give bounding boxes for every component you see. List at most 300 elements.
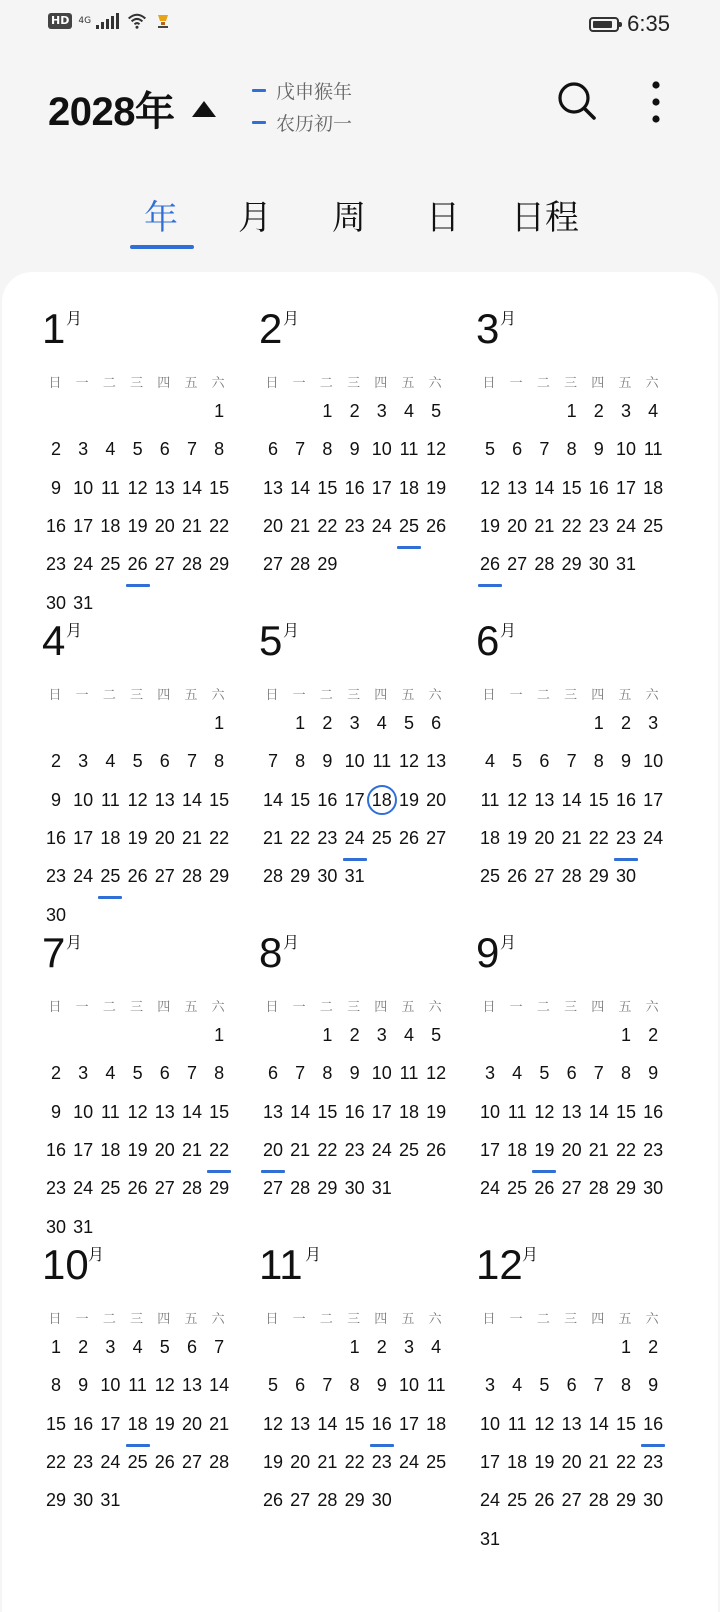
day-cell[interactable]: 31 xyxy=(73,1216,94,1237)
tab-day[interactable]: 日 xyxy=(426,198,460,238)
day-cell[interactable]: 19 xyxy=(479,515,501,536)
day-cell[interactable]: 22 xyxy=(317,1139,338,1160)
day-cell[interactable]: 12 xyxy=(127,477,148,498)
day-cell[interactable]: 31 xyxy=(100,1490,121,1511)
more-options-button[interactable] xyxy=(645,80,667,126)
day-cell[interactable]: 18 xyxy=(398,477,420,498)
day-cell[interactable]: 11 xyxy=(426,1375,446,1396)
day-cell[interactable]: 25 xyxy=(643,515,664,536)
day-cell[interactable]: 6 xyxy=(267,439,278,460)
month-block-8[interactable] xyxy=(259,922,455,1222)
day-cell[interactable]: 13 xyxy=(561,1413,582,1434)
day-cell[interactable]: 5 xyxy=(267,1375,278,1396)
day-cell[interactable]: 2 xyxy=(648,1337,659,1357)
day-cell[interactable]: 5 xyxy=(431,1025,442,1045)
day-cell[interactable]: 14 xyxy=(317,1413,338,1434)
day-cell[interactable]: 16 xyxy=(45,1139,67,1160)
day-cell[interactable]: 20 xyxy=(154,1139,175,1160)
day-cell[interactable]: 10 xyxy=(398,1375,420,1396)
day-cell[interactable]: 3 xyxy=(376,401,387,421)
day-cell[interactable]: 14 xyxy=(181,477,203,498)
tab-schedule[interactable]: 日程 xyxy=(511,198,579,238)
day-cell[interactable]: 26 xyxy=(476,550,504,578)
day-cell[interactable]: 4 xyxy=(105,439,116,460)
day-cell[interactable]: 9 xyxy=(648,1063,659,1084)
day-cell[interactable]: 3 xyxy=(620,401,631,421)
day-cell[interactable]: 12 xyxy=(426,439,447,460)
day-cell[interactable]: 23 xyxy=(45,554,67,575)
day-cell[interactable]: 14 xyxy=(181,1101,203,1122)
day-cell[interactable]: 30 xyxy=(45,1216,67,1237)
day-cell[interactable]: 4 xyxy=(648,401,659,421)
day-cell[interactable]: 21 xyxy=(181,827,203,848)
day-cell[interactable]: 7 xyxy=(214,1337,225,1357)
month-block-6[interactable] xyxy=(476,610,672,910)
day-cell[interactable]: 23 xyxy=(588,515,609,536)
day-cell[interactable]: 6 xyxy=(159,751,170,772)
day-cell[interactable]: 2 xyxy=(50,439,61,460)
day-cell[interactable]: 18 xyxy=(100,827,121,848)
day-cell[interactable]: 2 xyxy=(349,401,360,421)
day-cell[interactable]: 26 xyxy=(127,1178,148,1199)
day-cell[interactable]: 18 xyxy=(100,515,121,536)
day-cell[interactable]: 31 xyxy=(73,592,94,613)
day-cell[interactable]: 19 xyxy=(127,827,148,848)
day-cell[interactable]: 24 xyxy=(479,1490,501,1511)
day-cell[interactable]: 6 xyxy=(186,1337,197,1357)
day-cell[interactable]: 21 xyxy=(290,1139,311,1160)
day-cell[interactable]: 25 xyxy=(371,827,392,848)
month-block-10[interactable] xyxy=(42,1234,238,1534)
day-cell[interactable]: 2 xyxy=(648,1025,659,1045)
day-cell[interactable]: 12 xyxy=(479,477,501,498)
day-cell[interactable]: 8 xyxy=(295,751,306,772)
day-cell[interactable]: 15 xyxy=(45,1413,67,1434)
day-cell[interactable]: 28 xyxy=(181,1178,203,1199)
tab-year[interactable]: 年 xyxy=(144,198,178,238)
day-cell[interactable]: 23 xyxy=(371,1451,392,1472)
day-cell[interactable]: 24 xyxy=(643,827,664,848)
month-block-2[interactable] xyxy=(259,298,455,598)
day-cell[interactable]: 5 xyxy=(159,1337,170,1357)
tab-month[interactable]: 月 xyxy=(238,198,272,238)
day-cell[interactable]: 13 xyxy=(154,1101,175,1122)
day-cell[interactable]: 4 xyxy=(403,1025,414,1045)
search-button[interactable] xyxy=(556,80,598,122)
day-cell[interactable]: 28 xyxy=(588,1178,609,1199)
day-cell[interactable]: 1 xyxy=(566,401,577,421)
day-cell[interactable]: 1 xyxy=(322,401,333,421)
day-cell[interactable]: 26 xyxy=(398,827,420,848)
day-cell[interactable]: 8 xyxy=(214,751,225,772)
day-cell[interactable]: 15 xyxy=(209,477,230,498)
day-cell[interactable]: 17 xyxy=(371,477,392,498)
day-cell[interactable]: 5 xyxy=(539,1063,550,1084)
day-cell[interactable]: 22 xyxy=(588,827,609,848)
day-cell[interactable]: 15 xyxy=(209,789,230,810)
day-cell[interactable]: 12 xyxy=(127,789,148,810)
day-cell[interactable]: 29 xyxy=(615,1490,637,1511)
day-cell[interactable]: 5 xyxy=(512,751,523,772)
day-cell[interactable]: 28 xyxy=(209,1451,230,1472)
day-cell[interactable]: 28 xyxy=(561,866,582,887)
day-cell[interactable]: 15 xyxy=(615,1101,637,1122)
day-cell[interactable]: 11 xyxy=(399,439,419,460)
day-cell[interactable]: 21 xyxy=(290,515,311,536)
day-cell[interactable]: 11 xyxy=(507,1101,527,1122)
day-cell[interactable]: 27 xyxy=(262,1178,284,1199)
day-cell[interactable]: 9 xyxy=(593,439,604,460)
day-cell[interactable]: 12 xyxy=(398,751,420,772)
day-cell[interactable]: 25 xyxy=(100,1178,121,1199)
day-cell[interactable]: 12 xyxy=(534,1101,555,1122)
day-cell[interactable]: 5 xyxy=(484,439,495,460)
day-cell[interactable]: 22 xyxy=(344,1451,365,1472)
day-cell[interactable]: 6 xyxy=(159,1063,170,1084)
day-cell[interactable]: 26 xyxy=(534,1178,555,1199)
day-cell[interactable]: 18 xyxy=(426,1413,447,1434)
day-cell[interactable]: 10 xyxy=(615,439,637,460)
day-cell[interactable]: 10 xyxy=(73,1101,94,1122)
day-cell[interactable]: 25 xyxy=(507,1178,528,1199)
day-cell[interactable]: 23 xyxy=(45,1178,67,1199)
day-cell[interactable]: 4 xyxy=(512,1375,523,1396)
day-cell[interactable]: 15 xyxy=(344,1413,365,1434)
day-cell[interactable]: 17 xyxy=(615,477,637,498)
day-cell[interactable]: 24 xyxy=(341,824,369,852)
day-cell[interactable]: 2 xyxy=(50,1063,61,1084)
day-cell[interactable]: 14 xyxy=(588,1413,609,1434)
day-cell[interactable]: 2 xyxy=(376,1337,387,1357)
day-cell[interactable]: 28 xyxy=(262,866,284,887)
day-cell[interactable]: 3 xyxy=(484,1063,495,1084)
day-cell[interactable]: 27 xyxy=(154,866,175,887)
day-cell[interactable]: 8 xyxy=(322,439,333,460)
day-cell[interactable]: 29 xyxy=(290,866,311,887)
day-cell[interactable]: 1 xyxy=(593,713,604,733)
day-cell[interactable]: 24 xyxy=(100,1451,121,1472)
day-cell[interactable]: 1 xyxy=(322,1025,333,1045)
day-cell[interactable]: 9 xyxy=(50,1101,61,1122)
day-cell[interactable]: 31 xyxy=(371,1178,392,1199)
day-cell[interactable]: 8 xyxy=(322,1063,333,1084)
day-cell[interactable]: 5 xyxy=(132,1063,143,1084)
day-cell[interactable]: 30 xyxy=(344,1178,365,1199)
day-cell[interactable]: 19 xyxy=(127,1139,148,1160)
day-cell[interactable]: 29 xyxy=(561,554,582,575)
year-selector[interactable] xyxy=(48,80,216,137)
day-cell[interactable]: 16 xyxy=(639,1410,667,1438)
month-block-5[interactable] xyxy=(259,610,455,910)
day-cell[interactable]: 26 xyxy=(507,866,528,887)
day-cell[interactable]: 28 xyxy=(181,554,203,575)
day-cell[interactable]: 14 xyxy=(290,477,311,498)
day-cell[interactable]: 30 xyxy=(643,1178,664,1199)
day-cell[interactable]: 23 xyxy=(643,1451,664,1472)
day-cell[interactable]: 23 xyxy=(344,515,365,536)
day-cell[interactable]: 17 xyxy=(100,1413,121,1434)
day-cell[interactable]: 28 xyxy=(181,866,203,887)
day-cell[interactable]: 30 xyxy=(73,1490,94,1511)
day-cell[interactable]: 8 xyxy=(566,439,577,460)
day-cell[interactable]: 3 xyxy=(78,751,89,772)
day-cell[interactable]: 19 xyxy=(127,515,148,536)
day-cell[interactable]: 6 xyxy=(512,439,523,460)
day-cell[interactable]: 17 xyxy=(479,1451,501,1472)
day-cell[interactable]: 15 xyxy=(317,477,338,498)
day-cell[interactable]: 27 xyxy=(290,1490,311,1511)
day-cell[interactable]: 3 xyxy=(484,1375,495,1396)
day-cell[interactable]: 2 xyxy=(620,713,631,733)
day-cell[interactable]: 3 xyxy=(403,1337,414,1357)
day-cell[interactable]: 17 xyxy=(643,789,664,810)
day-cell[interactable]: 15 xyxy=(317,1101,338,1122)
month-block-11[interactable] xyxy=(259,1234,455,1534)
day-cell[interactable]: 19 xyxy=(534,1451,555,1472)
day-cell[interactable]: 7 xyxy=(267,751,278,772)
day-cell[interactable]: 19 xyxy=(262,1451,284,1472)
day-cell[interactable]: 22 xyxy=(209,515,230,536)
day-cell[interactable]: 20 xyxy=(534,827,555,848)
day-cell[interactable]: 26 xyxy=(534,1490,555,1511)
day-cell[interactable]: 23 xyxy=(643,1139,664,1160)
day-cell[interactable]: 30 xyxy=(615,866,637,887)
day-cell[interactable]: 15 xyxy=(290,789,311,810)
day-cell[interactable]: 16 xyxy=(45,827,67,848)
day-cell[interactable]: 24 xyxy=(73,1178,94,1199)
day-cell[interactable]: 16 xyxy=(588,477,609,498)
day-cell[interactable]: 29 xyxy=(615,1178,637,1199)
day-cell[interactable]: 19 xyxy=(154,1413,175,1434)
day-cell[interactable]: 25 xyxy=(395,512,423,540)
day-cell[interactable]: 4 xyxy=(484,751,495,772)
day-cell[interactable]: 19 xyxy=(530,1136,558,1164)
day-cell[interactable]: 26 xyxy=(426,1139,447,1160)
tab-week[interactable]: 周 xyxy=(332,198,366,238)
day-cell[interactable]: 10 xyxy=(73,477,94,498)
day-cell[interactable]: 24 xyxy=(371,1139,392,1160)
day-cell[interactable]: 14 xyxy=(209,1375,230,1396)
day-cell[interactable]: 6 xyxy=(566,1063,577,1084)
day-cell[interactable]: 9 xyxy=(50,477,61,498)
day-cell[interactable]: 16 xyxy=(344,477,365,498)
day-cell[interactable]: 7 xyxy=(593,1063,604,1084)
day-cell[interactable]: 15 xyxy=(588,789,609,810)
day-cell[interactable]: 18 xyxy=(643,477,664,498)
day-cell[interactable]: 18 xyxy=(100,1139,121,1160)
day-cell[interactable]: 28 xyxy=(588,1490,609,1511)
day-cell[interactable]: 22 xyxy=(205,1136,233,1164)
day-cell[interactable]: 30 xyxy=(45,592,67,613)
day-cell[interactable]: 30 xyxy=(643,1490,664,1511)
day-cell[interactable]: 24 xyxy=(371,515,392,536)
day-cell[interactable]: 30 xyxy=(588,554,609,575)
day-cell[interactable]: 27 xyxy=(561,1178,582,1199)
day-cell[interactable]: 5 xyxy=(132,439,143,460)
day-cell[interactable]: 18 xyxy=(398,1101,420,1122)
day-cell[interactable]: 9 xyxy=(376,1375,387,1396)
day-cell[interactable]: 26 xyxy=(426,515,447,536)
day-cell[interactable]: 25 xyxy=(507,1490,528,1511)
day-cell[interactable]: 11 xyxy=(128,1375,147,1396)
day-cell[interactable]: 21 xyxy=(588,1139,609,1160)
day-cell[interactable]: 15 xyxy=(209,1101,230,1122)
day-cell[interactable]: 17 xyxy=(398,1413,420,1434)
day-cell[interactable]: 16 xyxy=(643,1101,664,1122)
day-cell[interactable]: 24 xyxy=(479,1178,501,1199)
day-cell[interactable]: 11 xyxy=(372,751,392,772)
today-day-cell[interactable]: 18 xyxy=(367,785,397,815)
day-cell[interactable]: 3 xyxy=(648,713,659,733)
day-cell[interactable]: 15 xyxy=(615,1413,637,1434)
day-cell[interactable]: 18 xyxy=(479,827,501,848)
day-cell[interactable]: 23 xyxy=(317,827,338,848)
day-cell[interactable]: 7 xyxy=(295,439,306,460)
day-cell[interactable]: 12 xyxy=(262,1413,284,1434)
day-cell[interactable]: 12 xyxy=(426,1063,447,1084)
day-cell[interactable]: 4 xyxy=(105,1063,116,1084)
day-cell[interactable]: 2 xyxy=(593,401,604,421)
day-cell[interactable]: 8 xyxy=(349,1375,360,1396)
day-cell[interactable]: 8 xyxy=(620,1063,631,1084)
day-cell[interactable]: 22 xyxy=(209,827,230,848)
day-cell[interactable]: 29 xyxy=(45,1490,67,1511)
day-cell[interactable]: 21 xyxy=(534,515,555,536)
day-cell[interactable]: 3 xyxy=(78,1063,89,1084)
day-cell[interactable]: 10 xyxy=(100,1375,121,1396)
day-cell[interactable]: 11 xyxy=(399,1063,419,1084)
day-cell[interactable]: 22 xyxy=(45,1451,67,1472)
day-cell[interactable]: 13 xyxy=(534,789,555,810)
day-cell[interactable]: 1 xyxy=(214,713,225,733)
day-cell[interactable]: 11 xyxy=(101,1101,120,1122)
day-cell[interactable]: 12 xyxy=(127,1101,148,1122)
day-cell[interactable]: 17 xyxy=(73,515,94,536)
day-cell[interactable]: 19 xyxy=(507,827,528,848)
day-cell[interactable]: 13 xyxy=(181,1375,203,1396)
day-cell[interactable]: 28 xyxy=(290,1178,311,1199)
day-cell[interactable]: 17 xyxy=(371,1101,392,1122)
day-cell[interactable]: 10 xyxy=(371,1063,392,1084)
day-cell[interactable]: 29 xyxy=(209,866,230,887)
day-cell[interactable]: 20 xyxy=(181,1413,203,1434)
day-cell[interactable]: 3 xyxy=(349,713,360,733)
day-cell[interactable]: 26 xyxy=(262,1490,284,1511)
day-cell[interactable]: 25 xyxy=(479,866,501,887)
day-cell[interactable]: 11 xyxy=(480,789,500,810)
day-cell[interactable]: 7 xyxy=(322,1375,333,1396)
day-cell[interactable]: 1 xyxy=(295,713,306,733)
day-cell[interactable]: 21 xyxy=(561,827,582,848)
day-cell[interactable]: 16 xyxy=(615,789,637,810)
day-cell[interactable]: 1 xyxy=(214,401,225,421)
day-cell[interactable]: 13 xyxy=(290,1413,311,1434)
day-cell[interactable]: 22 xyxy=(615,1139,637,1160)
day-cell[interactable]: 30 xyxy=(371,1490,392,1511)
day-cell[interactable]: 10 xyxy=(73,789,94,810)
day-cell[interactable]: 15 xyxy=(561,477,582,498)
day-cell[interactable]: 29 xyxy=(344,1490,365,1511)
day-cell[interactable]: 12 xyxy=(154,1375,175,1396)
day-cell[interactable]: 28 xyxy=(317,1490,338,1511)
day-cell[interactable]: 17 xyxy=(73,827,94,848)
day-cell[interactable]: 8 xyxy=(50,1375,61,1396)
day-cell[interactable]: 26 xyxy=(124,550,152,578)
day-cell[interactable]: 8 xyxy=(214,439,225,460)
day-cell[interactable]: 9 xyxy=(50,789,61,810)
day-cell[interactable]: 18 xyxy=(507,1451,528,1472)
day-cell[interactable]: 21 xyxy=(262,827,284,848)
day-cell[interactable]: 1 xyxy=(50,1337,61,1357)
day-cell[interactable]: 27 xyxy=(534,866,555,887)
day-cell[interactable]: 1 xyxy=(620,1025,631,1045)
day-cell[interactable]: 21 xyxy=(588,1451,609,1472)
day-cell[interactable]: 20 xyxy=(154,827,175,848)
day-cell[interactable]: 9 xyxy=(349,1063,360,1084)
day-cell[interactable]: 8 xyxy=(214,1063,225,1084)
day-cell[interactable]: 18 xyxy=(124,1410,152,1438)
day-cell[interactable]: 20 xyxy=(154,515,175,536)
day-cell[interactable]: 18 xyxy=(507,1139,528,1160)
day-cell[interactable]: 22 xyxy=(615,1451,637,1472)
day-cell[interactable]: 20 xyxy=(561,1451,582,1472)
day-cell[interactable]: 4 xyxy=(431,1337,442,1357)
day-cell[interactable]: 6 xyxy=(431,713,442,733)
day-cell[interactable]: 8 xyxy=(620,1375,631,1396)
day-cell[interactable]: 21 xyxy=(209,1413,230,1434)
day-cell[interactable]: 10 xyxy=(371,439,392,460)
day-cell[interactable]: 22 xyxy=(290,827,311,848)
day-cell[interactable]: 13 xyxy=(154,477,175,498)
month-block-12[interactable] xyxy=(476,1234,672,1549)
day-cell[interactable]: 19 xyxy=(398,789,420,810)
day-cell[interactable]: 22 xyxy=(561,515,582,536)
day-cell[interactable]: 9 xyxy=(648,1375,659,1396)
day-cell[interactable]: 9 xyxy=(620,751,631,772)
day-cell[interactable]: 7 xyxy=(566,751,577,772)
day-cell[interactable]: 27 xyxy=(181,1451,203,1472)
day-cell[interactable]: 6 xyxy=(159,439,170,460)
day-cell[interactable]: 1 xyxy=(349,1337,360,1357)
day-cell[interactable]: 5 xyxy=(132,751,143,772)
day-cell[interactable]: 6 xyxy=(539,751,550,772)
day-cell[interactable]: 6 xyxy=(295,1375,306,1396)
day-cell[interactable]: 13 xyxy=(154,789,175,810)
day-cell[interactable]: 9 xyxy=(349,439,360,460)
day-cell[interactable]: 21 xyxy=(181,515,203,536)
day-cell[interactable]: 26 xyxy=(127,866,148,887)
day-cell[interactable]: 11 xyxy=(507,1413,527,1434)
day-cell[interactable]: 5 xyxy=(431,401,442,421)
day-cell[interactable]: 22 xyxy=(317,515,338,536)
day-cell[interactable]: 8 xyxy=(593,751,604,772)
day-cell[interactable]: 2 xyxy=(349,1025,360,1045)
day-cell[interactable]: 7 xyxy=(295,1063,306,1084)
day-cell[interactable]: 16 xyxy=(317,789,338,810)
day-cell[interactable]: 4 xyxy=(105,751,116,772)
day-cell[interactable]: 14 xyxy=(588,1101,609,1122)
day-cell[interactable]: 14 xyxy=(181,789,203,810)
day-cell[interactable]: 14 xyxy=(262,789,284,810)
day-cell[interactable]: 6 xyxy=(267,1063,278,1084)
day-cell[interactable]: 16 xyxy=(73,1413,94,1434)
day-cell[interactable]: 28 xyxy=(534,554,555,575)
day-cell[interactable]: 28 xyxy=(290,554,311,575)
day-cell[interactable]: 5 xyxy=(403,713,414,733)
day-cell[interactable]: 14 xyxy=(290,1101,311,1122)
day-cell[interactable]: 4 xyxy=(132,1337,143,1357)
day-cell[interactable]: 26 xyxy=(154,1451,175,1472)
